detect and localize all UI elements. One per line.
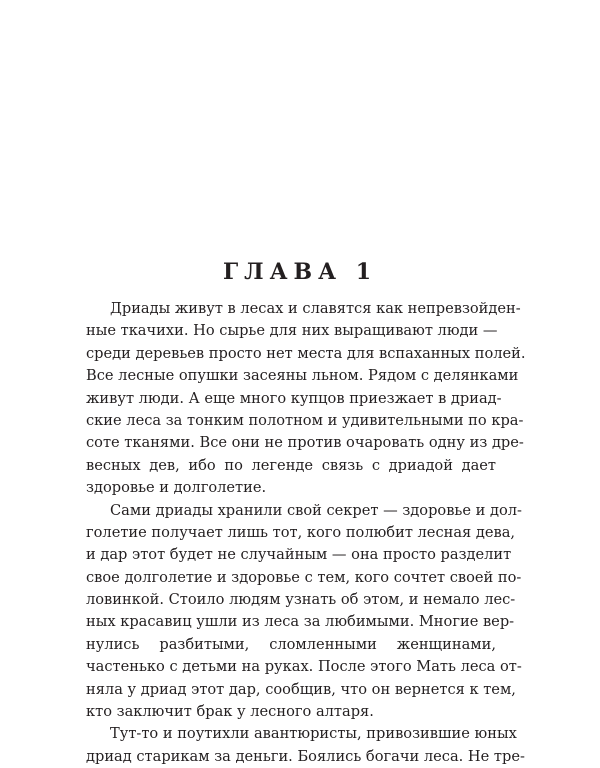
text-line: соте тканями. Все они не против очаровать одну из дре- — [86, 434, 524, 452]
text-line: голетие получает лишь тот, кого полюбит лесная дева, — [86, 523, 516, 541]
text-line: Сами дриады хранили свой секрет — здоровье и дол- — [110, 501, 522, 519]
text-line: няла у дриад этот дар, сообщив, что он вернется к тем, — [86, 680, 516, 698]
text-line: свое долголетие и здоровье с тем, кого сочтет своей по- — [86, 568, 522, 586]
text-line: Все лесные опушки засеяны льном. Рядом с делянками — [86, 367, 519, 385]
paragraph-3 — [86, 723, 525, 768]
text-line: кто заключит брак у лесного алтаря. — [86, 703, 374, 721]
text-line: среди деревьев просто нет места для вспаханных полей. — [86, 344, 526, 362]
text-line: Дриады живут в лесах и славятся как непревзойден- — [110, 300, 521, 317]
text-line: здоровье и долголетие. — [86, 479, 267, 497]
text-line: нулись разбитыми, сломленными женщинами, — [86, 635, 496, 653]
text-line: ские леса за тонким полотном и удивительными по кра- — [86, 411, 524, 429]
text-line: дриад старикам за деньги. Боялись богачи леса. Не тре- — [86, 747, 525, 765]
paragraph-2 — [86, 500, 522, 724]
paragraph-1 — [86, 298, 526, 500]
text-line: и дар этот будет не случайным — она просто разделит — [86, 546, 512, 564]
chapter-text — [86, 298, 526, 768]
chapter-title: ГЛАВА 1 — [222, 259, 378, 285]
text-line: ных красавиц ушли из леса за любимыми. Многие вер- — [86, 613, 515, 631]
text-line: весных дев, ибо по легенде связь с дриадой дает — [86, 456, 496, 474]
text-line: Тут-то и поутихли авантюристы, привозившие юных — [110, 725, 517, 743]
text-line: частенько с детьми на руках. После этого Мать леса от- — [86, 658, 522, 676]
text-line: живут люди. А еще много купцов приезжает в дриад- — [86, 389, 502, 407]
text-line: ловинкой. Стоило людям узнать об этом, и немало лес- — [86, 591, 516, 609]
text-line: ные ткачихи. Но сырье для них выращивают люди — — [86, 322, 498, 340]
